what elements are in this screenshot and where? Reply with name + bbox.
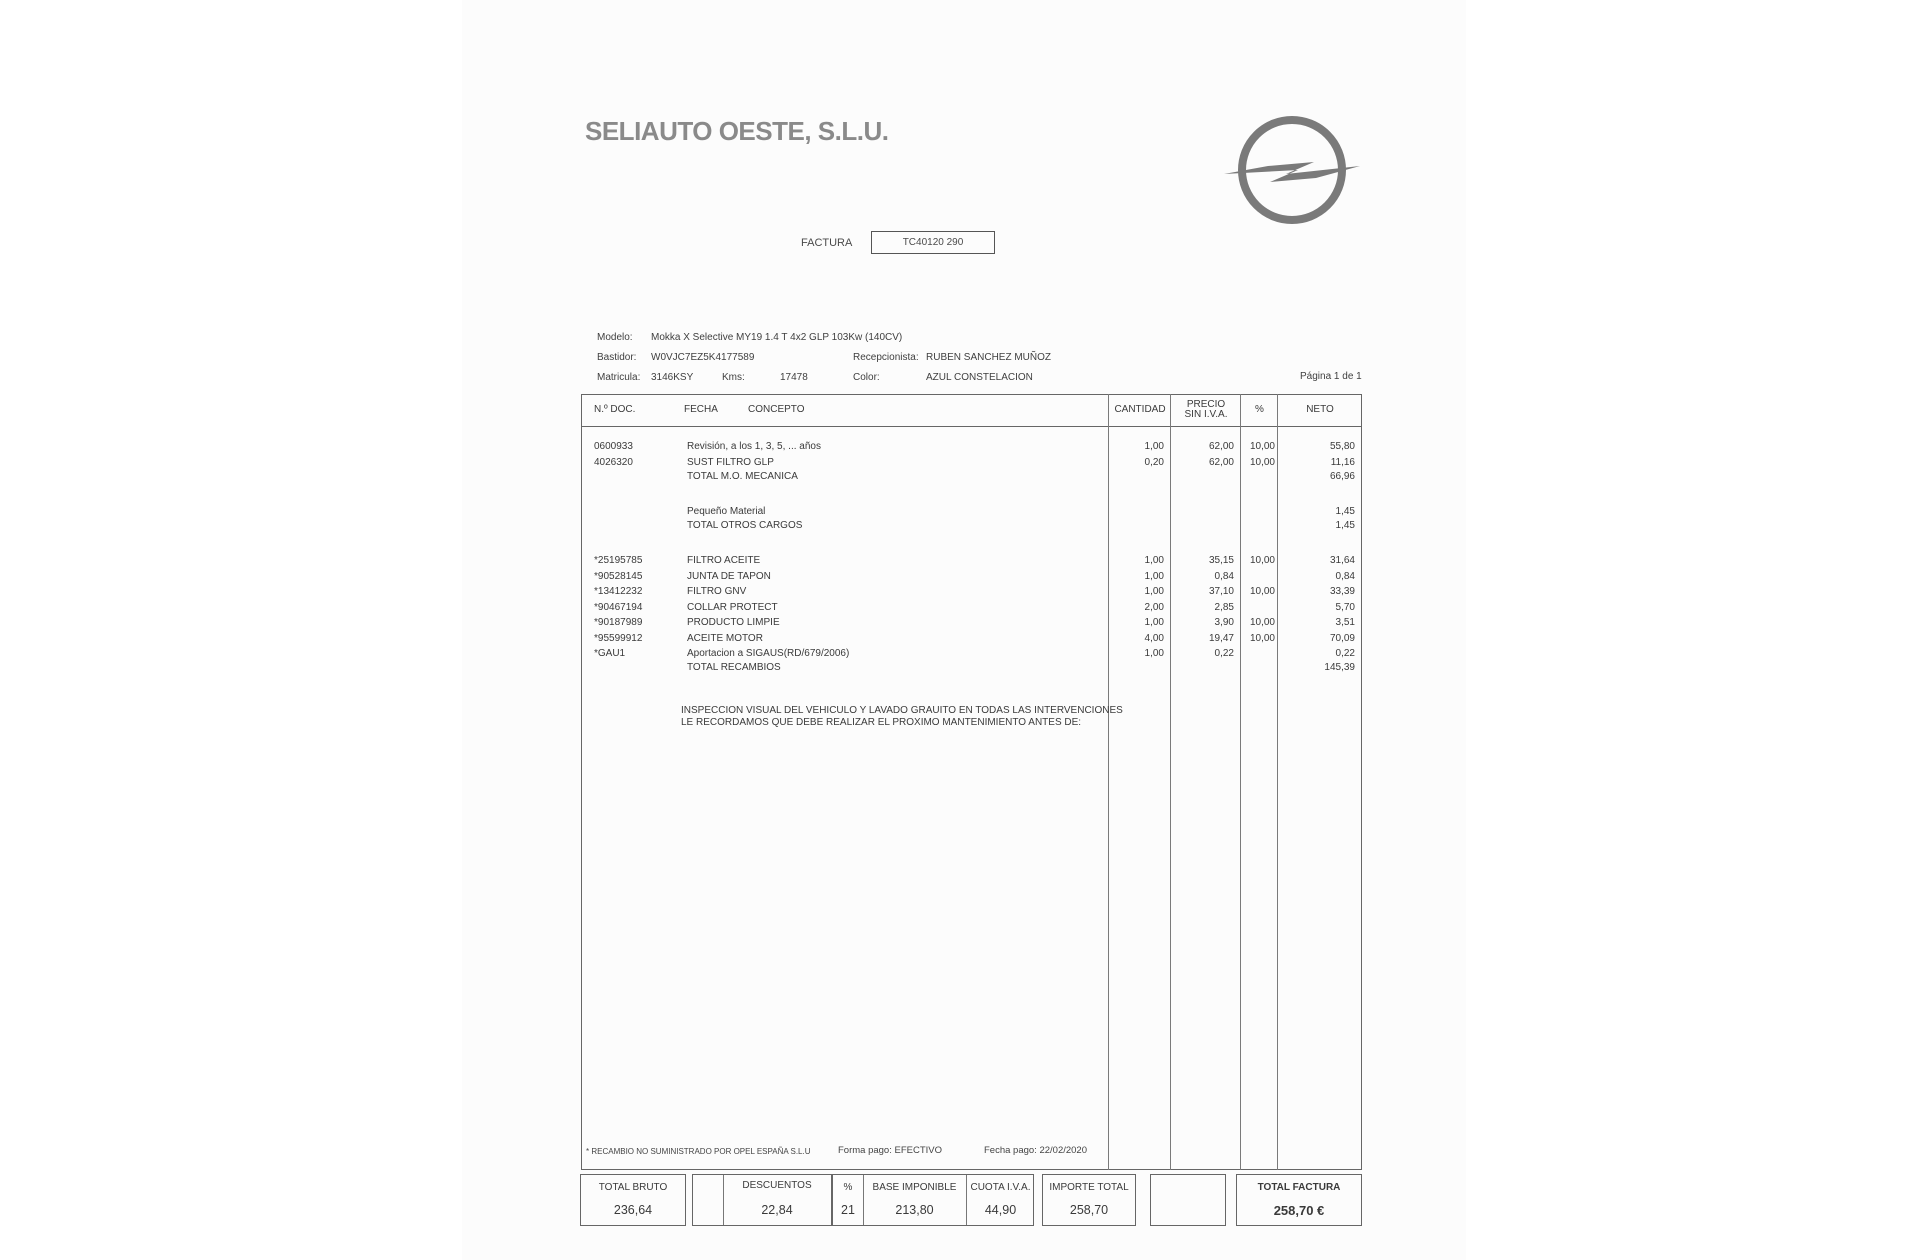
cell-doc: *90467194	[594, 602, 643, 613]
note-line-1: INSPECCION VISUAL DEL VEHICULO Y LAVADO GRAUITO EN TODAS LAS INTERVENCIONES	[681, 705, 1123, 716]
pct-value: 21	[841, 1203, 855, 1217]
total-factura-label: TOTAL FACTURA	[1257, 1182, 1341, 1193]
base-imponible-value: 213,80	[895, 1203, 934, 1217]
cell-neto: 55,80	[1329, 441, 1355, 452]
kms-label: Kms:	[722, 372, 745, 383]
cell-pct: 10,00	[1249, 633, 1275, 644]
total-bruto-value: 236,64	[613, 1203, 653, 1217]
note-line-2: LE RECORDAMOS QUE DEBE REALIZAR EL PROXIMO MANTENIMIENTO ANTES DE:	[681, 717, 1082, 728]
cell-concepto: FILTRO ACEITE	[687, 555, 761, 566]
cell-doc: *90187989	[594, 617, 643, 628]
descuentos-label: DESCUENTOS	[742, 1180, 812, 1191]
cell-precio: 19,47	[1208, 633, 1234, 644]
total-bruto-label: TOTAL BRUTO	[598, 1182, 668, 1193]
table-header-divider	[581, 426, 1362, 427]
invoice-number	[871, 231, 995, 254]
cell-cantidad: 1,00	[1144, 441, 1164, 452]
cell-concepto: JUNTA DE TAPON	[687, 571, 771, 582]
cell-neto: 3,51	[1335, 617, 1355, 628]
header-precio-line2: SIN I.V.A.	[1184, 409, 1228, 420]
page-number: Página 1 de 1	[1300, 371, 1362, 382]
cell-pct: 10,00	[1249, 555, 1275, 566]
importe-total-value: 258,70	[1069, 1203, 1109, 1217]
matricula-value: 3146KSY	[651, 372, 694, 383]
cell-pct: 10,00	[1249, 441, 1275, 452]
company-name: SELIAUTO OESTE, S.L.U.	[585, 116, 889, 146]
cell-neto: 145,39	[1324, 662, 1355, 673]
column-divider-pct	[1240, 394, 1241, 1170]
cell-cantidad: 1,00	[1144, 555, 1164, 566]
header-doc: N.º DOC.	[594, 404, 636, 415]
recepcionista-value: RUBEN SANCHEZ MUÑOZ	[926, 352, 1052, 363]
cell-neto: 33,39	[1329, 586, 1355, 597]
cuota-iva-value: 44,90	[984, 1203, 1017, 1217]
cell-neto: 70,09	[1329, 633, 1355, 644]
cell-concepto: Aportacion a SIGAUS(RD/679/2006)	[687, 648, 850, 659]
cell-concepto: Pequeño Material	[687, 506, 766, 517]
cell-precio: 3,90	[1214, 617, 1234, 628]
column-divider-precio	[1170, 394, 1171, 1170]
header-pct: %	[1255, 404, 1264, 415]
cell-precio: 0,22	[1214, 648, 1234, 659]
cell-pct: 10,00	[1249, 457, 1275, 468]
header-concepto: CONCEPTO	[748, 404, 805, 415]
color-value: AZUL CONSTELACION	[926, 372, 1033, 383]
header-neto: NETO	[1306, 404, 1334, 415]
matricula-label: Matricula:	[597, 372, 641, 383]
cell-neto: 1,45	[1335, 520, 1355, 531]
importe-total-box	[1042, 1174, 1136, 1226]
cell-precio: 62,00	[1208, 457, 1234, 468]
color-label: Color:	[853, 372, 880, 383]
base-cuota-box	[832, 1174, 1034, 1226]
forma-pago: Forma pago: EFECTIVO	[838, 1145, 943, 1156]
cell-neto: 11,16	[1330, 457, 1355, 468]
invoice-label: FACTURA	[801, 237, 853, 249]
cell-doc: *GAU1	[594, 648, 626, 659]
header-precio	[1172, 400, 1240, 420]
cell-concepto: TOTAL M.O. MECANICA	[687, 471, 798, 482]
header-fecha: FECHA	[684, 404, 718, 415]
cell-pct: 10,00	[1249, 617, 1275, 628]
pct-label: %	[843, 1182, 853, 1193]
descuentos-value: 22,84	[761, 1203, 793, 1217]
cuota-iva-label: CUOTA I.V.A.	[970, 1182, 1031, 1193]
cell-cantidad: 2,00	[1144, 602, 1164, 613]
cell-doc: *95599912	[594, 633, 643, 644]
cell-concepto: FILTRO GNV	[687, 586, 747, 597]
cell-cantidad: 1,00	[1144, 586, 1164, 597]
cell-doc: *25195785	[594, 555, 643, 566]
cell-cantidad: 1,00	[1144, 648, 1164, 659]
base-imponible-label: BASE IMPONIBLE	[872, 1182, 957, 1193]
cell-neto: 66,96	[1329, 471, 1355, 482]
cell-neto: 5,70	[1335, 602, 1355, 613]
modelo-value: Mokka X Selective MY19 1.4 T 4x2 GLP 103Kw (140CV)	[651, 332, 903, 343]
cell-neto: 0,84	[1335, 571, 1355, 582]
cell-neto: 1,45	[1335, 506, 1355, 517]
cell-concepto: TOTAL RECAMBIOS	[687, 662, 781, 673]
cell-cantidad: 1,00	[1144, 571, 1164, 582]
importe-total-label: IMPORTE TOTAL	[1049, 1182, 1129, 1193]
total-factura-value: 258,70 €	[1273, 1203, 1325, 1218]
cell-neto: 0,22	[1335, 648, 1355, 659]
column-divider-cantidad	[1108, 394, 1109, 1170]
header-cantidad: CANTIDAD	[1114, 404, 1166, 415]
opel-blitz-logo-icon	[1222, 114, 1362, 226]
cell-doc: *13412232	[594, 586, 643, 597]
cell-concepto: PRODUCTO LIMPIE	[687, 617, 780, 628]
bastidor-value: W0VJC7EZ5K4177589	[651, 352, 755, 363]
total-factura-box	[1236, 1174, 1362, 1226]
invoice-number-text: TC40120 290	[902, 237, 964, 248]
cell-concepto: SUST FILTRO GLP	[687, 457, 774, 468]
column-divider-neto	[1277, 394, 1278, 1170]
descuentos-box	[692, 1174, 832, 1226]
cell-cantidad: 4,00	[1144, 633, 1164, 644]
cell-pct: 10,00	[1249, 586, 1275, 597]
cell-concepto: COLLAR PROTECT	[687, 602, 778, 613]
cell-precio: 2,85	[1214, 602, 1234, 613]
footer-note: * RECAMBIO NO SUMINISTRADO POR OPEL ESPAÑA S.L.U	[586, 1147, 811, 1156]
cell-concepto: Revisión, a los 1, 3, 5, ... años	[687, 441, 821, 452]
cell-neto: 31,64	[1329, 555, 1355, 566]
cell-precio: 35,15	[1208, 555, 1234, 566]
fecha-pago: Fecha pago: 22/02/2020	[984, 1145, 1088, 1156]
cell-concepto: ACEITE MOTOR	[687, 633, 763, 644]
empty-total-box	[1150, 1174, 1226, 1226]
header-precio-line1: PRECIO	[1186, 399, 1226, 410]
cell-precio: 37,10	[1208, 586, 1234, 597]
total-bruto-box	[580, 1174, 686, 1226]
modelo-label: Modelo:	[597, 332, 633, 343]
kms-value: 17478	[780, 372, 808, 383]
cell-cantidad: 1,00	[1144, 617, 1164, 628]
bastidor-label: Bastidor:	[597, 352, 637, 363]
cell-doc: 0600933	[594, 441, 633, 452]
cell-cantidad: 0,20	[1144, 457, 1164, 468]
cell-doc: 4026320	[594, 457, 633, 468]
cell-precio: 0,84	[1214, 571, 1234, 582]
recepcionista-label: Recepcionista:	[853, 352, 919, 363]
cell-precio: 62,00	[1208, 441, 1234, 452]
cell-concepto: TOTAL OTROS CARGOS	[687, 520, 803, 531]
cell-doc: *90528145	[594, 571, 643, 582]
